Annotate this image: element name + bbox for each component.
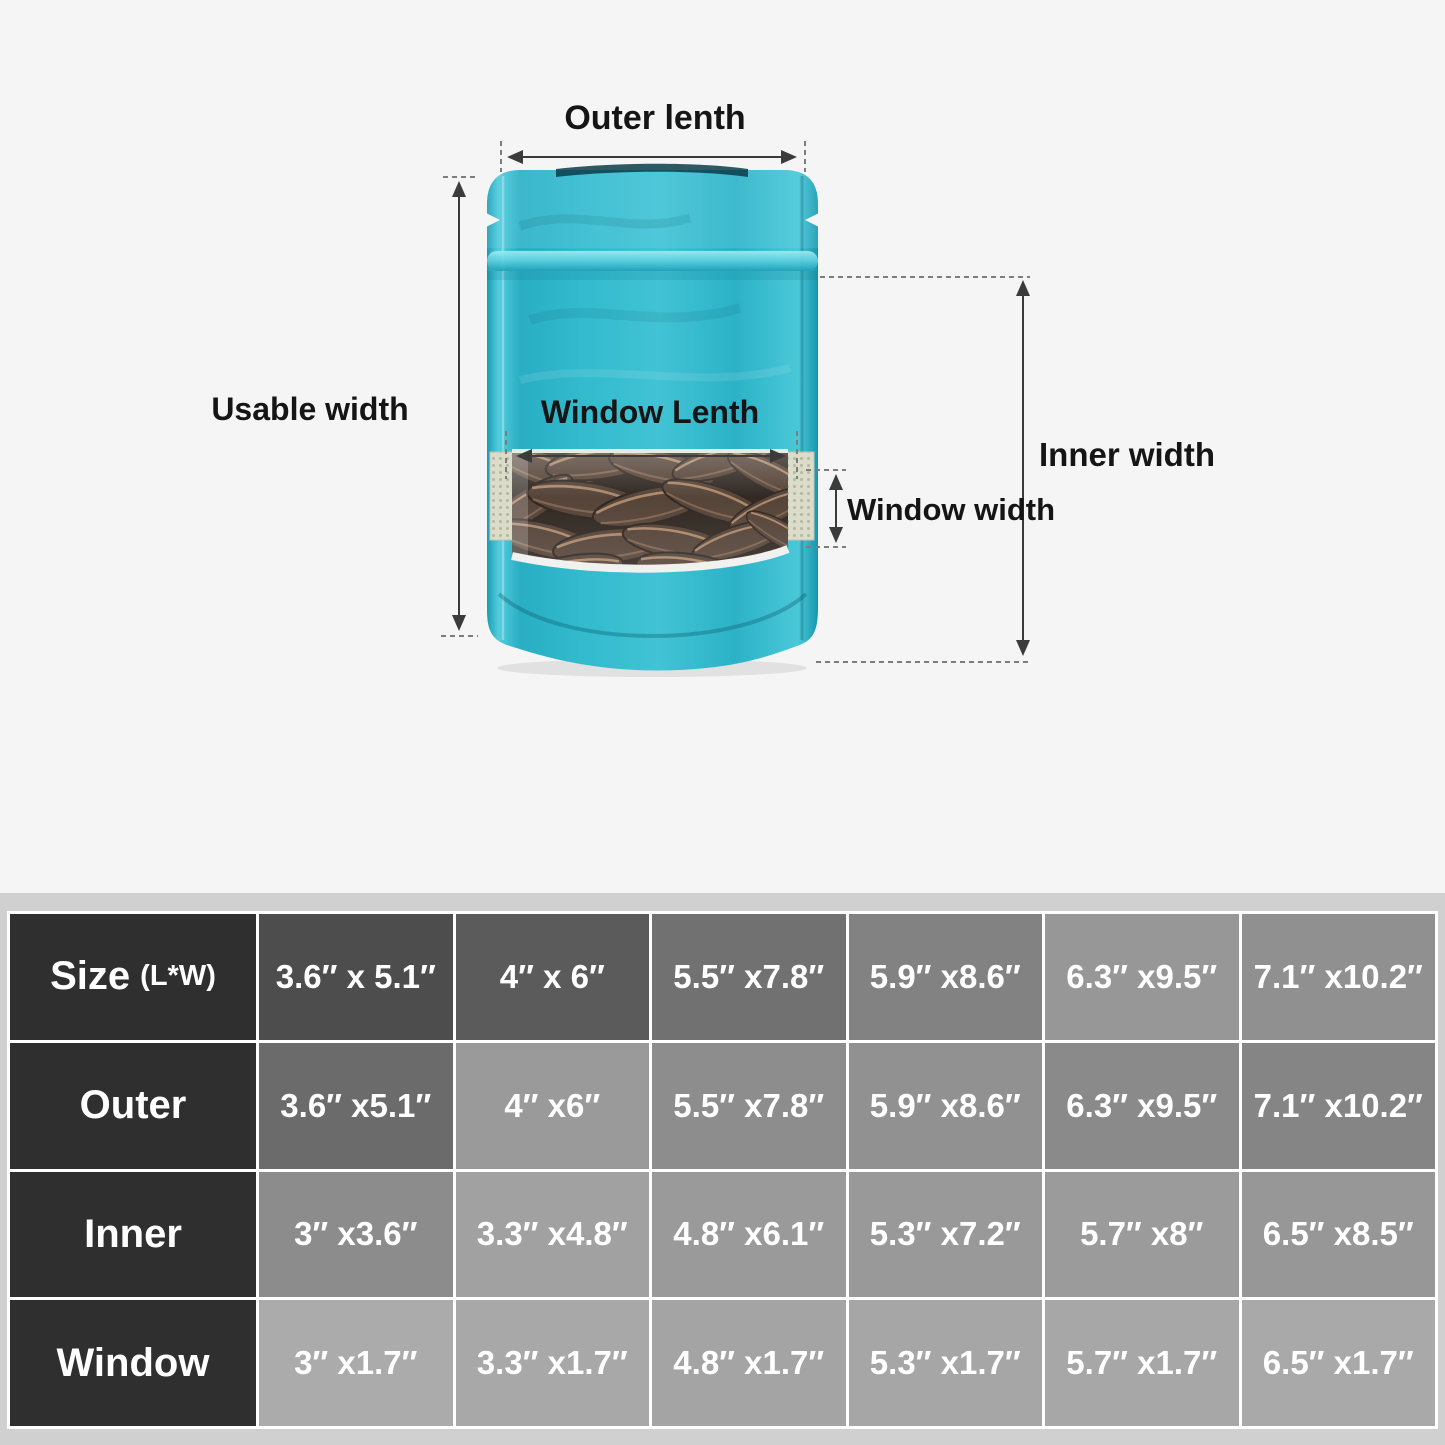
row-label-outer: Outer — [10, 1043, 256, 1169]
window-cell: 6.5″ x1.7″ — [1242, 1300, 1436, 1426]
size-cell: 5.9″ x8.6″ — [849, 914, 1043, 1040]
inner-cell: 5.3″ x7.2″ — [849, 1172, 1043, 1298]
row-label-size — [10, 914, 256, 1040]
row-label-size-text: Size — [50, 954, 131, 999]
outer-cell: 3.6″ x5.1″ — [259, 1043, 453, 1169]
inner-width-label: Inner width — [1039, 436, 1215, 473]
size-cell: 3.6″ x 5.1″ — [259, 914, 453, 1040]
usable-width-label: Usable width — [211, 391, 409, 427]
window-side-strip-left — [490, 452, 513, 540]
outer-cell: 5.5″ x7.8″ — [652, 1043, 846, 1169]
outer-cell: 4″ x6″ — [456, 1043, 650, 1169]
outer-cell: 6.3″ x9.5″ — [1045, 1043, 1239, 1169]
size-cell: 4″ x 6″ — [456, 914, 650, 1040]
window-length-label: Window Lenth — [540, 394, 760, 430]
outer-length-label: Outer lenth — [564, 99, 746, 137]
zipper-seal — [487, 251, 818, 271]
size-cell: 5.5″ x7.8″ — [652, 914, 846, 1040]
outer-cell: 7.1″ x10.2″ — [1242, 1043, 1436, 1169]
window-cell: 5.3″ x1.7″ — [849, 1300, 1043, 1426]
window-width-label: Window width — [847, 492, 1056, 527]
row-label-size-suffix: (L*W) — [140, 960, 216, 993]
size-cell: 6.3″ x9.5″ — [1045, 914, 1239, 1040]
size-table — [7, 911, 1438, 1429]
inner-cell: 3″ x3.6″ — [259, 1172, 453, 1298]
window-cell: 4.8″ x1.7″ — [652, 1300, 846, 1426]
window-cell: 3.3″ x1.7″ — [456, 1300, 650, 1426]
window-cell: 5.7″ x1.7″ — [1045, 1300, 1239, 1426]
inner-cell: 4.8″ x6.1″ — [652, 1172, 846, 1298]
outer-cell: 5.9″ x8.6″ — [849, 1043, 1043, 1169]
window-side-strip-right — [787, 452, 814, 540]
inner-cell: 5.7″ x8″ — [1045, 1172, 1239, 1298]
row-label-window: Window — [10, 1300, 256, 1426]
size-cell: 7.1″ x10.2″ — [1242, 914, 1436, 1040]
window-cell: 3″ x1.7″ — [259, 1300, 453, 1426]
row-label-inner: Inner — [10, 1172, 256, 1298]
window-top-edge — [512, 449, 788, 453]
top-seal-sheen — [487, 170, 818, 248]
inner-cell: 3.3″ x4.8″ — [456, 1172, 650, 1298]
inner-cell: 6.5″ x8.5″ — [1242, 1172, 1436, 1298]
